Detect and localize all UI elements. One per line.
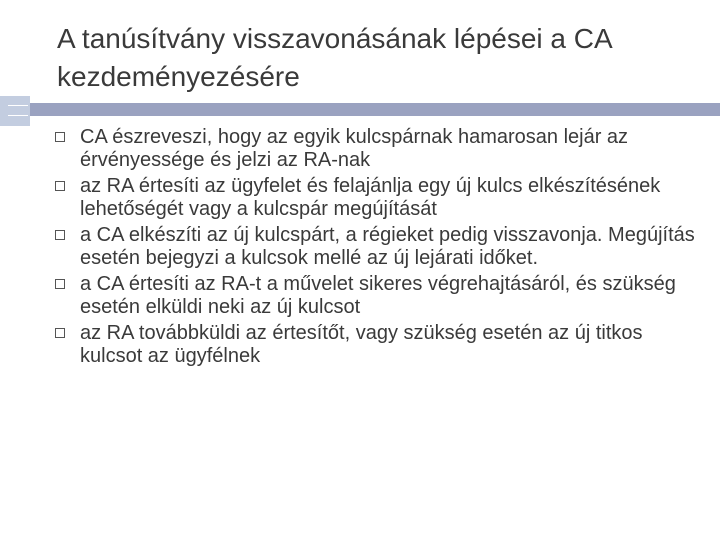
list-item — [52, 175, 702, 221]
bullet-text: CA észreveszi, hogy az egyik kulcspárnak hamarosan lejár az érvényessége és jelzi az RA-nak — [80, 126, 629, 171]
bullet-text: az RA értesíti az ügyfelet és felajánlja egy új kulcs elkészítésének lehetőségét vagy a kulcspár megújítását — [80, 175, 661, 220]
bullet-list — [52, 126, 702, 371]
bullet-text: a CA elkészíti az új kulcspárt, a régieket pedig visszavonja. Megújítás esetén bejegyzi a kulcsok mellé az új lejárati időket. — [80, 224, 695, 269]
title-accent-bar — [0, 96, 720, 126]
list-item — [52, 126, 702, 172]
list-item — [52, 273, 702, 319]
hollow-square-bullet-icon — [55, 230, 65, 240]
list-item — [52, 224, 702, 270]
accent-block-divider — [8, 105, 28, 116]
hollow-square-bullet-icon — [55, 132, 65, 142]
bullet-text: a CA értesíti az RA-t a művelet sikeres végrehajtásáról, és szükség esetén elküldi neki az új kulcsot — [80, 273, 676, 318]
list-item — [52, 322, 702, 368]
hollow-square-bullet-icon — [55, 181, 65, 191]
hollow-square-bullet-icon — [55, 279, 65, 289]
bullet-text: az RA továbbküldi az értesítőt, vagy szükség esetén az új titkos kulcsot az ügyfélnek — [80, 322, 643, 367]
hollow-square-bullet-icon — [55, 328, 65, 338]
slide-title: A tanúsítvány visszavonásának lépései a CA kezdeményezésére — [57, 23, 612, 92]
accent-line — [30, 103, 720, 116]
